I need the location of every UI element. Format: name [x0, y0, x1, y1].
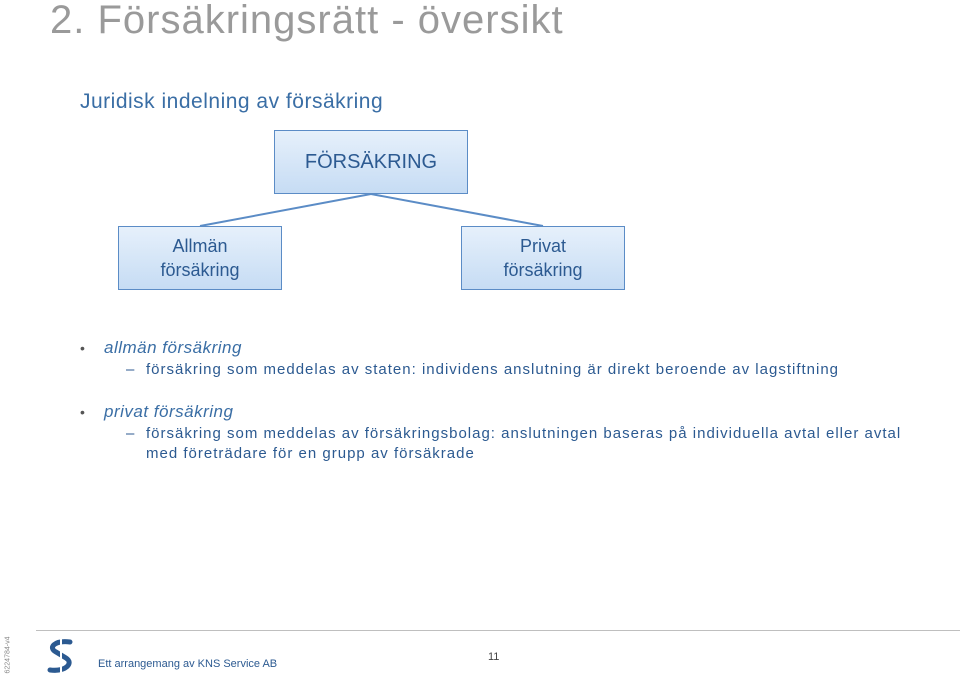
- slide-title: 2. Försäkringsrätt - översikt: [50, 0, 564, 42]
- bullet-heading: privat försäkring: [104, 402, 234, 421]
- page-number: 11: [488, 651, 500, 663]
- right-node-line1: Privat: [519, 236, 566, 256]
- sub-bullet-text: försäkring som meddelas av försäkringsbolag: anslutningen baseras på individuella avtal eller avtal med företrädare för en grupp av försäkrade: [146, 425, 902, 462]
- left-node-box: [118, 226, 282, 290]
- left-node-line2: försäkring: [160, 260, 240, 280]
- root-node-label: FÖRSÄKRING: [304, 150, 438, 173]
- footer-text: Ett arrangemang av KNS Service AB: [98, 658, 278, 670]
- bullet-list: [80, 338, 940, 464]
- left-node-line1: Allmän: [172, 236, 228, 256]
- document-id: 6224784-v4: [4, 636, 12, 674]
- bullet-heading: allmän försäkring: [104, 338, 242, 357]
- slide-subtitle: Juridisk indelning av försäkring: [80, 90, 384, 113]
- dash-icon: –: [126, 425, 136, 442]
- bullet-dot-icon: •: [80, 340, 86, 356]
- dash-icon: –: [126, 361, 136, 378]
- footer-divider: [36, 630, 960, 631]
- bullet-section: [80, 338, 940, 380]
- sub-bullet: [126, 424, 940, 464]
- connector-right: [371, 194, 543, 226]
- sub-bullet: [126, 360, 940, 380]
- bullet-section: [80, 402, 940, 464]
- sub-bullet-text: försäkring som meddelas av staten: individens anslutning är direkt beroende av lagstiftning: [146, 361, 840, 378]
- right-node-line2: försäkring: [503, 260, 583, 280]
- bullet-item: [80, 338, 940, 358]
- bullet-dot-icon: •: [80, 404, 86, 420]
- kns-logo-icon: [46, 638, 76, 674]
- connector-left: [200, 194, 371, 226]
- root-node-box: [274, 130, 468, 194]
- bullet-item: [80, 402, 940, 422]
- right-node-box: [461, 226, 625, 290]
